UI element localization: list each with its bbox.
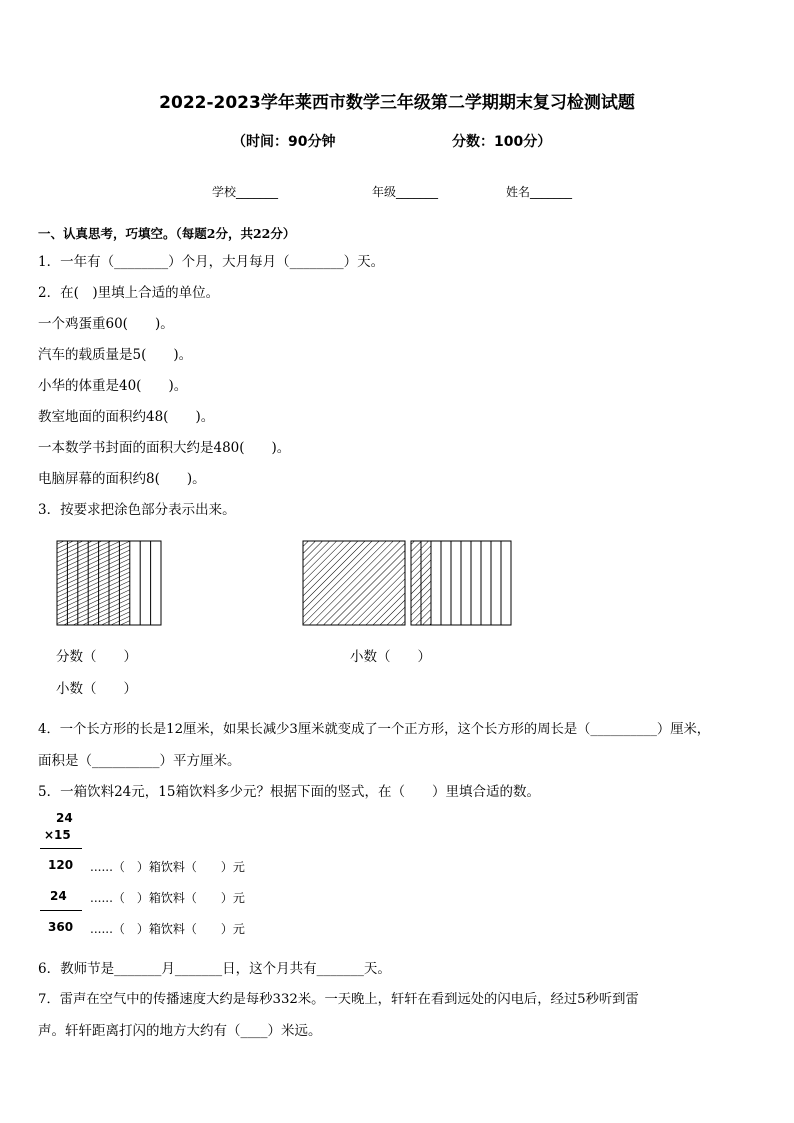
shaded-whole-square [303,541,405,625]
question-2-item: 教室地面的面积约48( )。 [38,409,215,425]
question-7-line2: 声。轩轩距离打闪的地方大约有（____）米远。 [38,1023,322,1039]
partial-product-1: 120 [48,858,74,872]
name-field: 姓名_______ [506,185,573,199]
product-total-text: ......（ ）箱饮料（ ）元 [90,922,245,936]
rule-line [40,910,82,911]
right-decimal-answer: 小数（ ） [350,649,431,665]
question-2-item: 小华的体重是40( )。 [38,378,188,394]
rule-line [40,848,82,849]
grade-field: 年级_______ [372,185,439,199]
question-7-line1: 7．雷声在空气中的传播速度大约是每秒332米。一天晚上，轩轩在看到远处的闪电后，经过5秒听到雷 [38,992,639,1007]
question-3-stem: 3．按要求把涂色部分表示出来。 [38,502,236,518]
section-heading: 一、认真思考，巧填空。（每题2分，共22分） [38,226,296,241]
question-2-stem: 2．在( )里填上合适的单位。 [38,285,220,301]
question-4-line1: 4．一个长方形的长是12厘米，如果长减少3厘米就变成了一个正方形，这个长方形的周长是（__________）厘米， [38,722,711,737]
question-5-stem: 5．一箱饮料24元，15箱饮料多少元？根据下面的竖式，在（ ）里填合适的数。 [38,784,540,800]
page-title: 2022-2023学年莱西市数学三年级第二学期期末复习检测试题 [159,93,635,113]
question-1: 1．一年有（________）个月，大月每月（________）天。 [38,254,385,270]
question-2-item: 汽车的载质量是5( )。 [38,347,193,363]
left-fraction-answer: 分数（ ） [56,649,137,665]
question-2-item: 一个鸡蛋重60( )。 [38,316,174,332]
multiplicand: 24 [56,811,73,825]
right-square-figure [302,540,514,626]
exam-time: （时间：90分钟 [232,134,336,150]
exam-score: 分数：100分） [452,134,552,150]
question-4-line2: 面积是（__________）平方厘米。 [38,753,241,769]
partial-product-2-text: ......（ ）箱饮料（ ）元 [90,891,245,905]
multiplier: ×15 [44,828,71,842]
partial-product-1-text: ......（ ）箱饮料（ ）元 [90,860,245,874]
left-strip-figure [56,540,162,626]
question-2-item: 一本数学书封面的面积大约是480( )。 [38,440,291,456]
school-field: 学校_______ [212,185,279,199]
left-decimal-answer: 小数（ ） [56,681,137,697]
partial-product-2: 24 [50,889,67,903]
question-6: 6．教师节是_______月_______日，这个月共有_______天。 [38,961,391,977]
product-total: 360 [48,920,74,934]
question-2-item: 电脑屏幕的面积约8( )。 [38,471,206,487]
